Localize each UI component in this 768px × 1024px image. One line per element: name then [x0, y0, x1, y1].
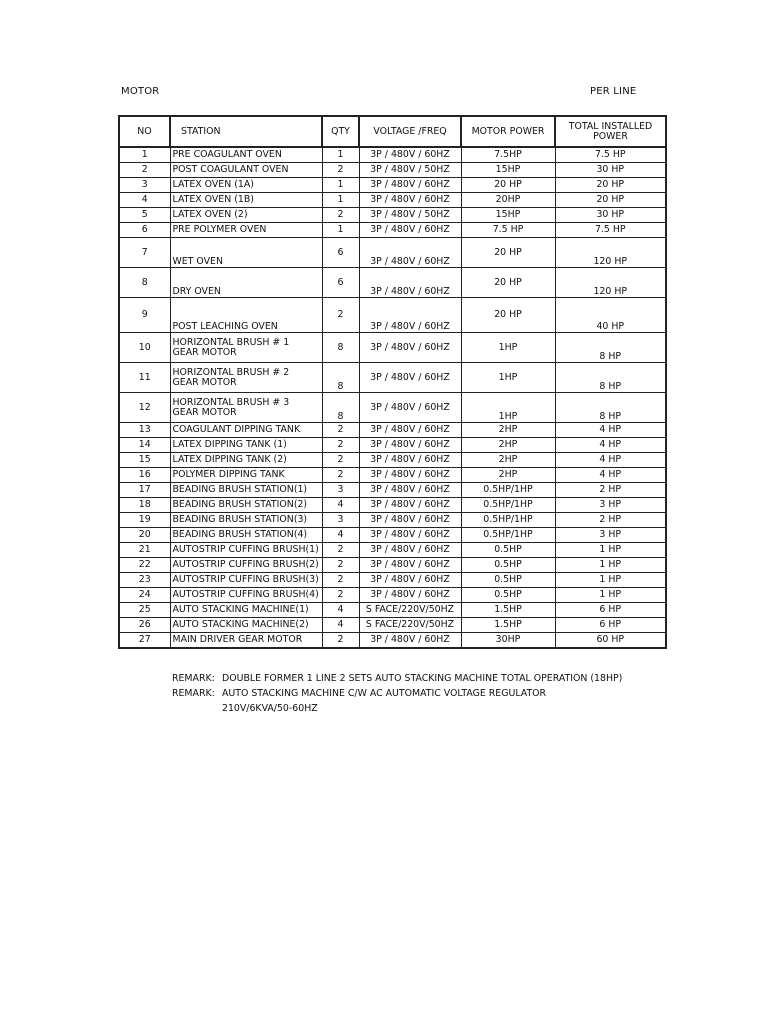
table-row	[119, 468, 666, 483]
voltage-cell: 3P / 480V / 60HZ	[359, 453, 461, 468]
station-cell	[170, 363, 322, 393]
row-number-cell: 14	[119, 438, 170, 453]
row-number-cell: 25	[119, 603, 170, 618]
motor-power-cell: 1HP	[461, 363, 555, 393]
remark-continuation: 210V/6KVA/50-60HZ	[222, 703, 318, 714]
voltage-cell: 3P / 480V / 60HZ	[359, 468, 461, 483]
qty-cell: 3	[322, 513, 359, 528]
qty-cell: 4	[322, 498, 359, 513]
total-power-cell: 1 HP	[555, 573, 666, 588]
total-power-cell: 2 HP	[555, 483, 666, 498]
total-power-cell: 4 HP	[555, 453, 666, 468]
table-row	[119, 298, 666, 333]
station-cell: AUTO STACKING MACHINE(1)	[170, 603, 322, 618]
station-cell: BEADING BRUSH STATION(1)	[170, 483, 322, 498]
station-cell: LATEX OVEN (2)	[170, 208, 322, 223]
voltage-cell: 3P / 480V / 60HZ	[359, 298, 461, 333]
row-number-cell: 20	[119, 528, 170, 543]
motor-power-cell: 0.5HP	[461, 558, 555, 573]
qty-cell: 8	[322, 393, 359, 423]
total-power-cell: 7.5 HP	[555, 223, 666, 238]
row-number-cell: 10	[119, 333, 170, 363]
remark-label: REMARK:	[172, 673, 215, 684]
row-number-cell: 21	[119, 543, 170, 558]
qty-cell: 2	[322, 558, 359, 573]
motor-power-cell: 2HP	[461, 438, 555, 453]
qty-cell: 3	[322, 483, 359, 498]
remark-text: AUTO STACKING MACHINE C/W AC AUTOMATIC VOLTAGE REGULATOR	[222, 688, 547, 699]
total-power-cell: 1 HP	[555, 543, 666, 558]
qty-cell: 2	[322, 438, 359, 453]
row-number-cell: 26	[119, 618, 170, 633]
total-power-cell: 8 HP	[555, 333, 666, 363]
header-total-power: TOTAL INSTALLED POWER	[555, 116, 666, 147]
voltage-cell: 3P / 480V / 60HZ	[359, 483, 461, 498]
table-row	[119, 163, 666, 178]
row-number-cell: 7	[119, 238, 170, 268]
station-cell: AUTOSTRIP CUFFING BRUSH(4)	[170, 588, 322, 603]
row-number-cell: 8	[119, 268, 170, 298]
voltage-cell: 3P / 480V / 60HZ	[359, 633, 461, 649]
row-number-cell: 15	[119, 453, 170, 468]
qty-cell: 2	[322, 163, 359, 178]
qty-cell: 6	[322, 238, 359, 268]
motor-power-cell: 20 HP	[461, 268, 555, 298]
motor-power-cell: 20 HP	[461, 178, 555, 193]
row-number-cell: 4	[119, 193, 170, 208]
table-row	[119, 618, 666, 633]
station-name-line: HORIZONTAL BRUSH # 1	[172, 336, 290, 348]
motor-power-table	[118, 115, 667, 649]
table-row	[119, 513, 666, 528]
station-cell: AUTOSTRIP CUFFING BRUSH(2)	[170, 558, 322, 573]
qty-cell: 4	[322, 603, 359, 618]
row-number-cell: 6	[119, 223, 170, 238]
station-name-line: HORIZONTAL BRUSH # 2	[172, 366, 290, 378]
table-row	[119, 333, 666, 363]
motor-power-cell: 0.5HP/1HP	[461, 483, 555, 498]
total-power-cell: 7.5 HP	[555, 147, 666, 163]
motor-heading: MOTOR	[121, 86, 160, 97]
motor-power-cell: 15HP	[461, 208, 555, 223]
table-row	[119, 483, 666, 498]
remark-label: REMARK:	[172, 688, 215, 699]
voltage-cell: 3P / 480V / 60HZ	[359, 268, 461, 298]
total-power-cell: 4 HP	[555, 468, 666, 483]
total-power-cell: 8 HP	[555, 363, 666, 393]
station-cell: AUTO STACKING MACHINE(2)	[170, 618, 322, 633]
qty-cell: 2	[322, 543, 359, 558]
total-power-cell: 40 HP	[555, 298, 666, 333]
total-power-cell: 8 HP	[555, 393, 666, 423]
total-power-cell: 20 HP	[555, 178, 666, 193]
voltage-cell: 3P / 480V / 60HZ	[359, 333, 461, 363]
station-cell: BEADING BRUSH STATION(4)	[170, 528, 322, 543]
motor-power-cell: 2HP	[461, 468, 555, 483]
header-no: NO	[119, 116, 170, 147]
table-row	[119, 268, 666, 298]
row-number-cell: 19	[119, 513, 170, 528]
qty-cell: 1	[322, 193, 359, 208]
qty-cell: 1	[322, 147, 359, 163]
qty-cell: 8	[322, 363, 359, 393]
station-cell: LATEX OVEN (1B)	[170, 193, 322, 208]
station-cell: AUTOSTRIP CUFFING BRUSH(1)	[170, 543, 322, 558]
voltage-cell: 3P / 480V / 60HZ	[359, 193, 461, 208]
station-cell: DRY OVEN	[170, 268, 322, 298]
voltage-cell: 3P / 480V / 60HZ	[359, 393, 461, 423]
station-cell: POLYMER DIPPING TANK	[170, 468, 322, 483]
station-cell: AUTOSTRIP CUFFING BRUSH(3)	[170, 573, 322, 588]
station-name-line: HORIZONTAL BRUSH # 3	[172, 396, 290, 408]
table-row	[119, 178, 666, 193]
voltage-cell: 3P / 480V / 60HZ	[359, 363, 461, 393]
header-motor-power: MOTOR POWER	[461, 116, 555, 147]
voltage-cell: 3P / 480V / 60HZ	[359, 543, 461, 558]
qty-cell: 1	[322, 223, 359, 238]
station-cell: MAIN DRIVER GEAR MOTOR	[170, 633, 322, 649]
header-station: STATION	[170, 116, 322, 147]
total-power-cell: 120 HP	[555, 238, 666, 268]
table-row	[119, 633, 666, 649]
total-power-cell: 6 HP	[555, 618, 666, 633]
motor-power-cell: 20 HP	[461, 298, 555, 333]
voltage-cell: 3P / 480V / 60HZ	[359, 513, 461, 528]
table-row	[119, 393, 666, 423]
station-name-line: GEAR MOTOR	[172, 346, 237, 358]
station-cell: PRE POLYMER OVEN	[170, 223, 322, 238]
row-number-cell: 24	[119, 588, 170, 603]
table-row	[119, 603, 666, 618]
table-row	[119, 147, 666, 163]
station-cell: POST COAGULANT OVEN	[170, 163, 322, 178]
table-row	[119, 528, 666, 543]
total-power-cell: 4 HP	[555, 438, 666, 453]
motor-power-cell: 1HP	[461, 333, 555, 363]
total-power-cell: 4 HP	[555, 423, 666, 438]
total-power-cell: 3 HP	[555, 498, 666, 513]
qty-cell: 6	[322, 268, 359, 298]
station-name-line: GEAR MOTOR	[172, 406, 237, 418]
row-number-cell: 23	[119, 573, 170, 588]
station-cell: COAGULANT DIPPING TANK	[170, 423, 322, 438]
total-power-cell: 1 HP	[555, 588, 666, 603]
total-power-cell: 1 HP	[555, 558, 666, 573]
total-power-cell: 30 HP	[555, 163, 666, 178]
qty-cell: 2	[322, 423, 359, 438]
motor-power-cell: 2HP	[461, 453, 555, 468]
station-cell	[170, 393, 322, 423]
voltage-cell: 3P / 480V / 60HZ	[359, 528, 461, 543]
motor-power-cell: 30HP	[461, 633, 555, 649]
voltage-cell: 3P / 480V / 50HZ	[359, 208, 461, 223]
motor-power-cell: 0.5HP/1HP	[461, 498, 555, 513]
motor-power-cell: 7.5 HP	[461, 223, 555, 238]
total-power-cell: 120 HP	[555, 268, 666, 298]
qty-cell: 2	[322, 453, 359, 468]
motor-power-cell: 1HP	[461, 393, 555, 423]
station-cell: BEADING BRUSH STATION(3)	[170, 513, 322, 528]
table-row	[119, 573, 666, 588]
qty-cell: 2	[322, 588, 359, 603]
remark-text: DOUBLE FORMER 1 LINE 2 SETS AUTO STACKING MACHINE TOTAL OPERATION (18HP)	[222, 673, 623, 684]
qty-cell: 2	[322, 208, 359, 223]
total-power-cell: 30 HP	[555, 208, 666, 223]
row-number-cell: 16	[119, 468, 170, 483]
qty-cell: 1	[322, 178, 359, 193]
voltage-cell: 3P / 480V / 60HZ	[359, 573, 461, 588]
motor-power-cell: 1.5HP	[461, 603, 555, 618]
row-number-cell: 5	[119, 208, 170, 223]
motor-power-cell: 0.5HP	[461, 543, 555, 558]
row-number-cell: 13	[119, 423, 170, 438]
station-cell	[170, 333, 322, 363]
voltage-cell: 3P / 480V / 60HZ	[359, 178, 461, 193]
voltage-cell: 3P / 480V / 60HZ	[359, 588, 461, 603]
row-number-cell: 1	[119, 147, 170, 163]
table-row	[119, 498, 666, 513]
voltage-cell: 3P / 480V / 60HZ	[359, 423, 461, 438]
motor-power-cell: 15HP	[461, 163, 555, 178]
qty-cell: 8	[322, 333, 359, 363]
row-number-cell: 11	[119, 363, 170, 393]
voltage-cell: 3P / 480V / 60HZ	[359, 438, 461, 453]
voltage-cell: S FACE/220V/50HZ	[359, 603, 461, 618]
motor-power-cell: 2HP	[461, 423, 555, 438]
remark-line	[172, 671, 622, 686]
voltage-cell: 3P / 480V / 60HZ	[359, 498, 461, 513]
qty-cell: 2	[322, 573, 359, 588]
table-row	[119, 423, 666, 438]
motor-power-cell: 1.5HP	[461, 618, 555, 633]
table-row	[119, 223, 666, 238]
voltage-cell: 3P / 480V / 60HZ	[359, 147, 461, 163]
table-row	[119, 193, 666, 208]
row-number-cell: 3	[119, 178, 170, 193]
voltage-cell: 3P / 480V / 50HZ	[359, 163, 461, 178]
station-cell: BEADING BRUSH STATION(2)	[170, 498, 322, 513]
table-row	[119, 453, 666, 468]
qty-cell: 4	[322, 618, 359, 633]
remarks-block	[172, 671, 622, 716]
qty-cell: 2	[322, 468, 359, 483]
table-row	[119, 543, 666, 558]
table-row	[119, 208, 666, 223]
station-cell: LATEX DIPPING TANK (2)	[170, 453, 322, 468]
station-cell: LATEX DIPPING TANK (1)	[170, 438, 322, 453]
row-number-cell: 27	[119, 633, 170, 649]
qty-cell: 2	[322, 633, 359, 649]
motor-power-cell: 0.5HP	[461, 573, 555, 588]
total-power-cell: 20 HP	[555, 193, 666, 208]
motor-power-cell: 20 HP	[461, 238, 555, 268]
total-power-cell: 6 HP	[555, 603, 666, 618]
motor-power-cell: 0.5HP/1HP	[461, 513, 555, 528]
station-cell: LATEX OVEN (1A)	[170, 178, 322, 193]
motor-power-cell: 0.5HP/1HP	[461, 528, 555, 543]
qty-cell: 2	[322, 298, 359, 333]
station-cell: WET OVEN	[170, 238, 322, 268]
row-number-cell: 12	[119, 393, 170, 423]
table-row	[119, 438, 666, 453]
total-power-cell: 2 HP	[555, 513, 666, 528]
motor-power-cell: 7.5HP	[461, 147, 555, 163]
voltage-cell: S FACE/220V/50HZ	[359, 618, 461, 633]
qty-cell: 4	[322, 528, 359, 543]
row-number-cell: 2	[119, 163, 170, 178]
remark-line	[172, 686, 622, 701]
total-power-cell: 60 HP	[555, 633, 666, 649]
motor-power-cell: 0.5HP	[461, 588, 555, 603]
table-row	[119, 588, 666, 603]
per-line-heading: PER LINE	[590, 86, 637, 97]
motor-power-cell: 20HP	[461, 193, 555, 208]
station-name-line: GEAR MOTOR	[172, 376, 237, 388]
table-row	[119, 558, 666, 573]
table-header-row	[119, 116, 666, 147]
table-row	[119, 363, 666, 393]
station-cell: POST LEACHING OVEN	[170, 298, 322, 333]
station-cell: PRE COAGULANT OVEN	[170, 147, 322, 163]
header-voltage: VOLTAGE /FREQ	[359, 116, 461, 147]
header-qty: QTY	[322, 116, 359, 147]
voltage-cell: 3P / 480V / 60HZ	[359, 558, 461, 573]
table-row	[119, 238, 666, 268]
row-number-cell: 18	[119, 498, 170, 513]
row-number-cell: 22	[119, 558, 170, 573]
row-number-cell: 9	[119, 298, 170, 333]
total-power-cell: 3 HP	[555, 528, 666, 543]
row-number-cell: 17	[119, 483, 170, 498]
voltage-cell: 3P / 480V / 60HZ	[359, 223, 461, 238]
voltage-cell: 3P / 480V / 60HZ	[359, 238, 461, 268]
